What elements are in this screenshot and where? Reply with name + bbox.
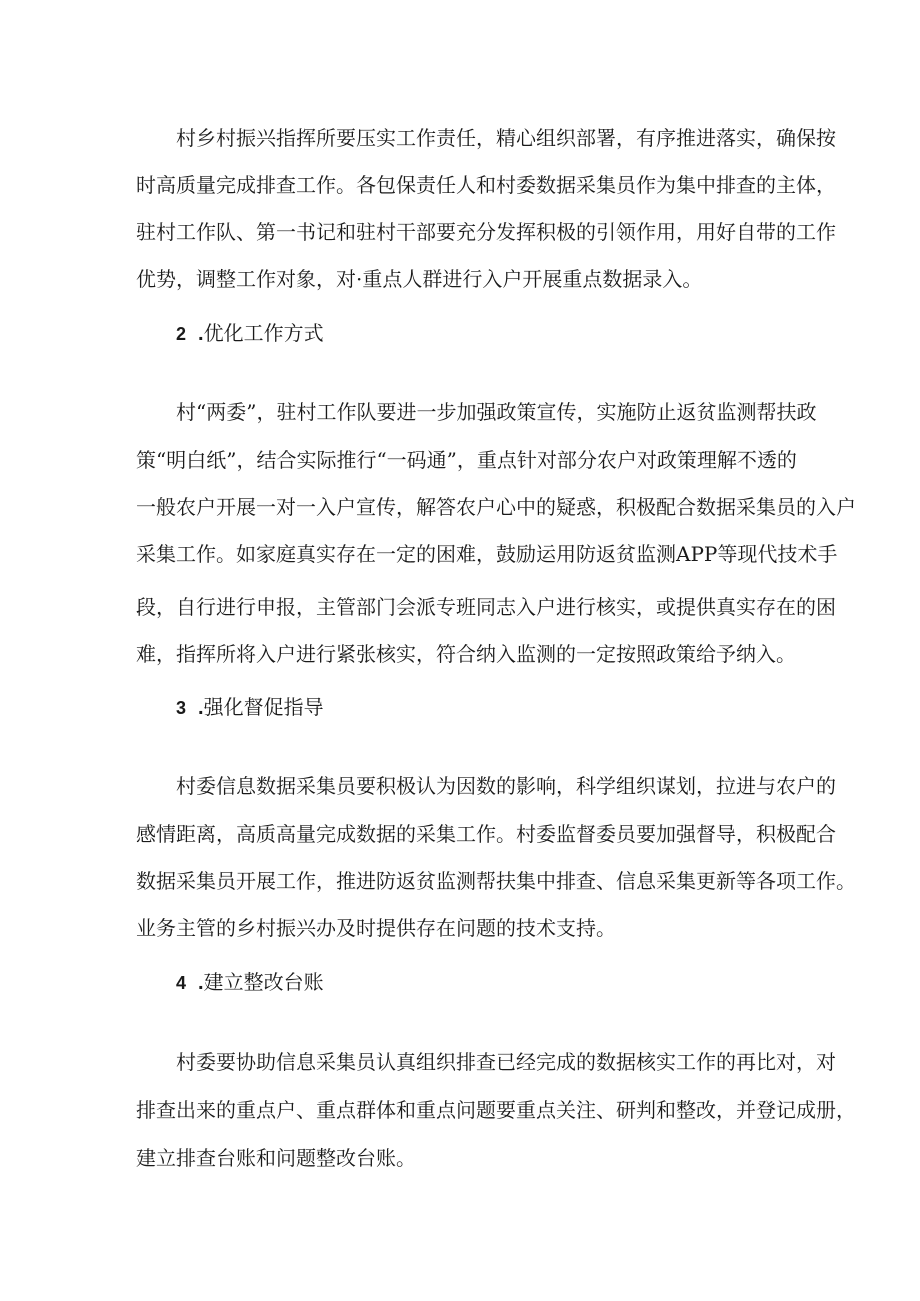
paragraph-line: 难，指挥所将入户进行紧张核实，符合纳入监测的一定按照政策给予纳入。 [136, 642, 796, 666]
heading-dot: . [198, 323, 204, 345]
section-heading-4 [176, 972, 324, 993]
paragraph-line: 村委要协助信息采集员认真组织排查已经完成的数据核实工作的再比对，对 [176, 1050, 836, 1074]
paragraph-line: 策“明白纸”，结合实际推行“一码通”，重点针对部分农户对政策理解不透的 [136, 448, 797, 472]
section-heading-3 [176, 697, 324, 718]
heading-dot: . [198, 972, 204, 994]
paragraph-line: 一般农户开展一对一入户宣传，解答农户心中的疑惑，积极配合数据采集员的入户 [136, 495, 856, 519]
paragraph-line: 数据采集员开展工作，推进防返贫监测帮扶集中排查、信息采集更新等各项工作。 [136, 869, 856, 893]
heading-number: 3 [176, 698, 187, 718]
paragraph-line: 优势，调整工作对象，对·重点人群进行入户开展重点数据录入。 [136, 267, 703, 291]
heading-dot: . [198, 697, 204, 719]
heading-number: 2 [176, 324, 187, 344]
heading-title: 建立整改台账 [203, 970, 324, 994]
heading-title: 强化督促指导 [203, 695, 324, 719]
paragraph-line: 村“两委”，驻村工作队要进一步加强政策宣传，实施防止返贫监测帮扶政 [176, 400, 817, 424]
paragraph-line: 段，自行进行申报，主管部门会派专班同志入户进行核实，或提供真实存在的困 [136, 595, 836, 619]
paragraph-line: 采集工作。如家庭真实存在一定的困难，鼓励运用防返贫监测APP等现代技术手 [136, 542, 838, 566]
heading-number: 4 [176, 973, 187, 993]
paragraph-line: 村委信息数据采集员要积极认为因数的影响，科学组织谋划，拉进与农户的 [176, 774, 836, 798]
paragraph-line: 村乡村振兴指挥所要压实工作责任，精心组织部署，有序推进落实，确保按 [176, 126, 836, 150]
paragraph-line: 驻村工作队、第一书记和驻村干部要充分发挥积极的引领作用，用好自带的工作 [136, 220, 836, 244]
section-heading-2 [176, 323, 324, 344]
paragraph-line: 业务主管的乡村振兴办及时提供存在问题的技术支持。 [136, 916, 616, 940]
paragraph-line: 建立排查台账和问题整改台账。 [136, 1146, 416, 1170]
paragraph-line: 感情距离，高质高量完成数据的采集工作。村委监督委员要加强督导，积极配合 [136, 822, 836, 846]
heading-title: 优化工作方式 [203, 321, 324, 345]
paragraph-line: 时高质量完成排查工作。各包保责任人和村委数据采集员作为集中排查的主体， [136, 173, 836, 197]
paragraph-line: 排查出来的重点户、重点群体和重点问题要重点关注、研判和整改，并登记成册， [136, 1098, 856, 1122]
